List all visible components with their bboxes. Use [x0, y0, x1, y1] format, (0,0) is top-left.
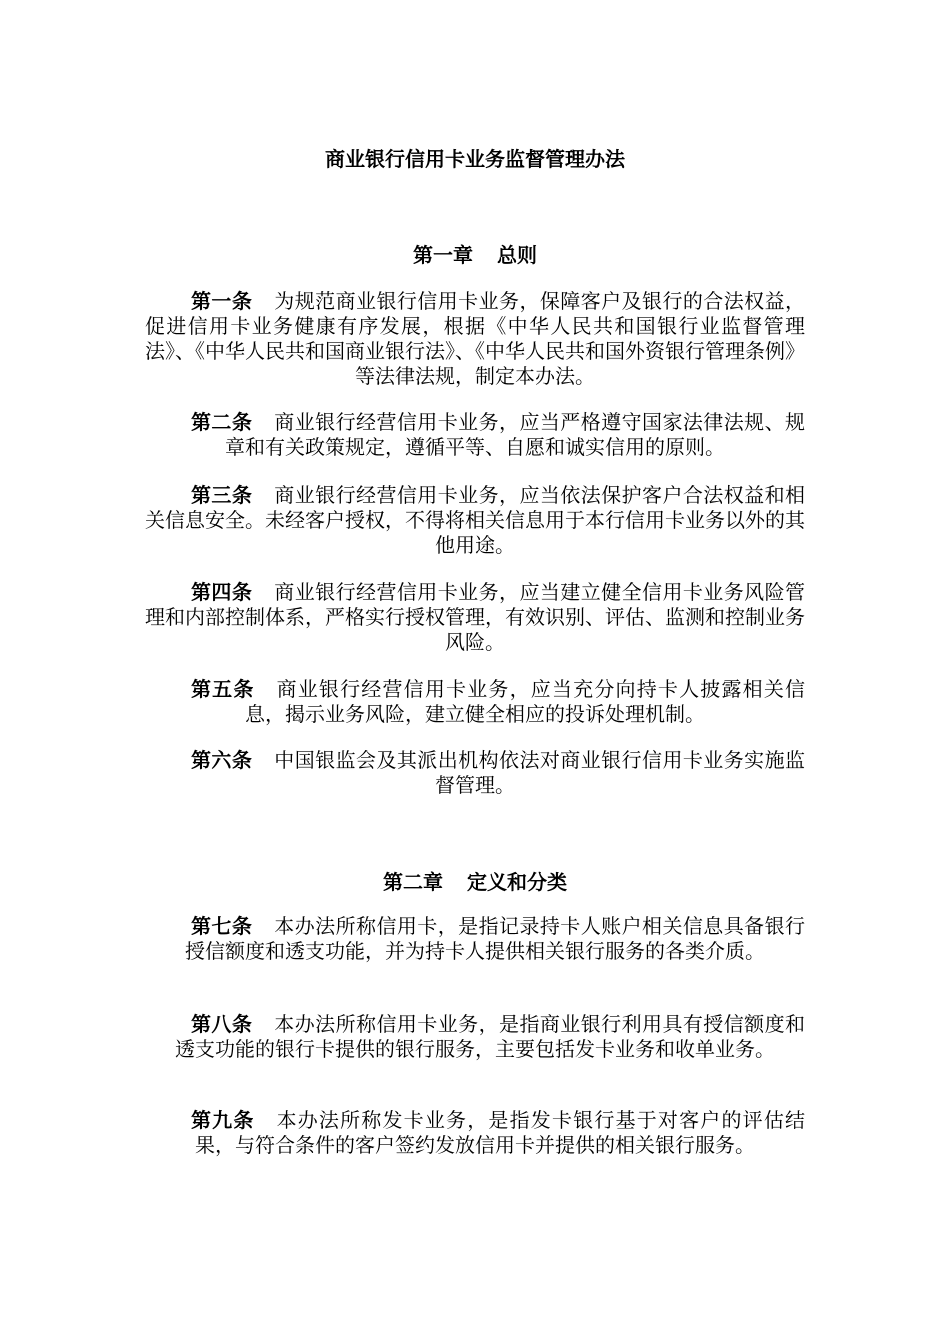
- article-paragraph: [145, 1012, 805, 1062]
- chapter-number: 第一章: [413, 243, 473, 267]
- article-paragraph: [145, 483, 805, 558]
- article-label: 第八条: [191, 1012, 253, 1036]
- article-text: 中国银监会及其派出机构依法对商业银行信用卡业务实施监督管理。: [274, 748, 806, 797]
- article-label: 第三条: [191, 483, 253, 507]
- article-text: 商业银行经营信用卡业务，应当依法保护客户合法权益和相关信息安全。未经客户授权，不得将相关信息用于本行信用卡业务以外的其他用途。: [145, 483, 806, 557]
- article-label: 第一条: [191, 289, 253, 313]
- chapter-heading: [0, 240, 950, 270]
- article-paragraph: [145, 1108, 805, 1158]
- article-paragraph: [145, 580, 805, 655]
- article-paragraph: [145, 748, 805, 798]
- article-paragraph: [145, 677, 805, 727]
- article-paragraph: [145, 914, 805, 964]
- article-label: 第七条: [191, 914, 253, 938]
- article-label: 第九条: [191, 1108, 255, 1132]
- article-label: 第五条: [191, 677, 255, 701]
- article-label: 第四条: [191, 580, 253, 604]
- chapter-name: 定义和分类: [467, 870, 567, 894]
- article-paragraph: [145, 410, 805, 460]
- chapter-number: 第二章: [383, 870, 443, 894]
- article-label: 第二条: [191, 410, 253, 434]
- article-text: 商业银行经营信用卡业务，应当严格遵守国家法律法规、规章和有关政策规定，遵循平等、自愿和诚实信用的原则。: [225, 410, 806, 459]
- article-text: 本办法所称信用卡业务，是指商业银行利用具有授信额度和透支功能的银行卡提供的银行服务，主要包括发卡业务和收单业务。: [175, 1012, 806, 1061]
- article-text: 本办法所称发卡业务，是指发卡银行基于对客户的评估结果，与符合条件的客户签约发放信用卡并提供的相关银行服务。: [195, 1108, 806, 1157]
- article-label: 第六条: [191, 748, 253, 772]
- chapter-heading: [0, 867, 950, 897]
- article-paragraph: [145, 289, 805, 389]
- document-title: 商业银行信用卡业务监督管理办法: [325, 147, 625, 171]
- article-text: 商业银行经营信用卡业务，应当充分向持卡人披露相关信息，揭示业务风险，建立健全相应的投诉处理机制。: [245, 677, 806, 726]
- article-text: 商业银行经营信用卡业务，应当建立健全信用卡业务风险管理和内部控制体系，严格实行授权管理，有效识别、评估、监测和控制业务风险。: [145, 580, 806, 654]
- article-text: 为规范商业银行信用卡业务，保障客户及银行的合法权益，促进信用卡业务健康有序发展，根据《中华人民共和国银行业监督管理法》、《中华人民共和国商业银行法》、《中华人民共和国外资银行管理条例》等法律法规，制定本办法。: [145, 289, 806, 388]
- chapter-name: 总则: [497, 243, 537, 267]
- article-text: 本办法所称信用卡，是指记录持卡人账户相关信息具备银行授信额度和透支功能，并为持卡人提供相关银行服务的各类介质。: [185, 914, 806, 963]
